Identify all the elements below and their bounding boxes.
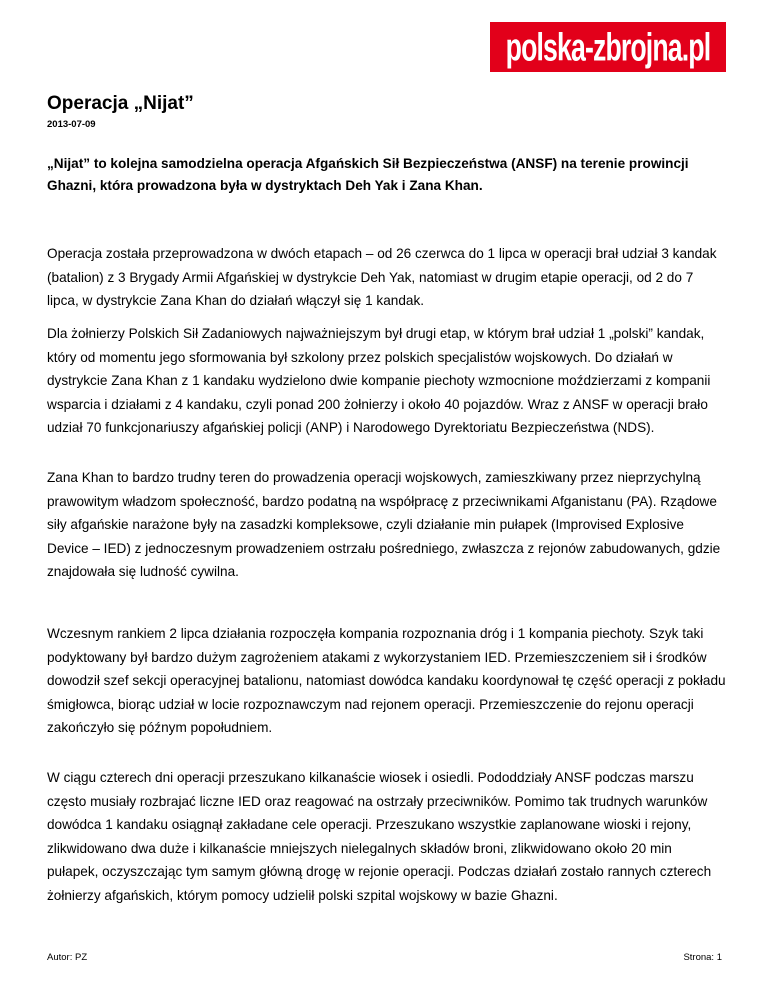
footer-author: Autor: PZ xyxy=(47,952,88,963)
article-paragraph-2: Dla żołnierzy Polskich Sił Zadaniowych najważniejszym był drugi etap, w którym brał udział 1 „polski” kandak, który od momentu jego sformowania był szkolony przez polskich specjalistów wojskowych. Do działań w dystrykcie Zana Khan z 1 kandaku wydzielono dwie kompanie piechoty wzmocnione moździerzami z kompanii wsparcia i działami z 4 kandaku, czyli ponad 200 żołnierzy i około 40 pojazdów. Wraz z ANSF w operacji brało udział 70 funkcjonariuszy afgańskiej policji (ANP) i Narodowego Dyrektoriatu Bezpieczeństwa (NDS). xyxy=(47,326,711,436)
article-paragraph-1: Operacja została przeprowadzona w dwóch etapach – od 26 czerwca do 1 lipca w operacji brał udział 3 kandak (batalion) z 3 Brygady Armii Afgańskiej w dystrykcie Deh Yak, natomiast w drugim etapie operacji, od 2 do 7 lipca, w dystrykcie Zana Khan do działań włączył się 1 kandak. xyxy=(47,246,717,309)
article-paragraph-3: Zana Khan to bardzo trudny teren do prowadzenia operacji wojskowych, zamieszkiwany przez nieprzychylną prawowitym władzom społeczność, bardzo podatną na współpracę z przeciwnikami Afganistanu (PA). Rządowe siły afgańskie narażone były na zasadzki kompleksowe, czyli działanie min pułapek (Improvised Explosive Device – IED) z jednoczesnym prowadzeniem ostrzału pośredniego, zwłaszcza z rejonów zabudowanych, gdzie znajdowała się ludność cywilna. xyxy=(47,470,721,580)
article-date: 2013-07-09 xyxy=(47,119,96,130)
article-title: Operacja „Nijat” xyxy=(47,93,194,114)
logo-text: polska-zbrojna.pl xyxy=(505,25,711,69)
article-paragraph-5: W ciągu czterech dni operacji przeszukano kilkanaście wiosek i osiedli. Pododdziały ANSF podczas marszu często musiały rozbrajać liczne IED oraz reagować na ostrzały przeciwników. Pomimo tak trudnych warunków dowódca 1 kandaku osiągnął zakładane cele operacji. Przeszukano wszystkie zaplanowane wioski i rejony, zlikwidowano dwa duże i kilkanaście mniejszych nielegalnych składów broni, zlikwidowano około 20 min pułapek, oczyszczając tym samym główną drogę w rejonie operacji. Podczas działań zostało rannych czterech żołnierzy afgańskich, którym pomocy udzielił polski szpital wojskowy w bazie Ghazni. xyxy=(47,770,712,903)
article-lead: „Nijat” to kolejna samodzielna operacja Afgańskich Sił Bezpieczeństwa (ANSF) na terenie prowincji Ghazni, która prowadzona była w dystryktach Deh Yak i Zana Khan. xyxy=(47,156,689,193)
article-paragraph-4: Wczesnym rankiem 2 lipca działania rozpoczęła kompania rozpoznania dróg i 1 kompania piechoty. Szyk taki podyktowany był bardzo dużym zagrożeniem atakami z wykorzystaniem IED. Przemieszczeniem sił i środków dowodził szef sekcji operacyjnej batalionu, natomiast dowódca kandaku koordynował tę część operacji z pokładu śmigłowca, biorąc udział w locie rozpoznawczym nad rejonem operacji. Przemieszczenie do rejonu operacji zakończyło się późnym popołudniem. xyxy=(47,626,726,736)
footer-page-number: Strona: 1 xyxy=(683,952,722,963)
site-logo[interactable] xyxy=(490,22,726,72)
